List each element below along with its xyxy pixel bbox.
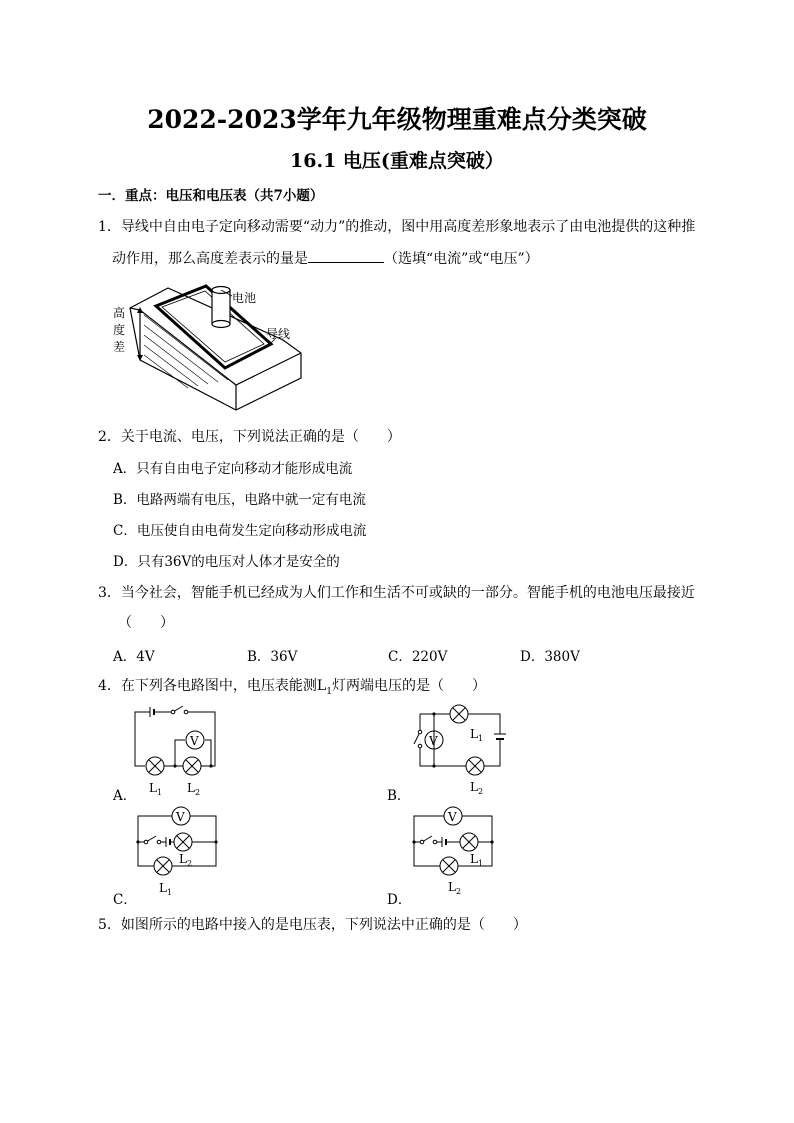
q4-label-d: D． <box>387 892 412 908</box>
q1-line2 <box>112 248 539 268</box>
page-title: 2022-2023学年九年级物理重难点分类突破 <box>147 105 647 134</box>
q4d-lamp1-sub: 1 <box>477 859 484 868</box>
q4c-lamp1-letter: L <box>159 881 167 895</box>
q2-stem: 2．关于电流、电压，下列说法正确的是（ ） <box>98 429 401 445</box>
q4a-meter: V <box>190 734 199 748</box>
q4-stem-sub: 1 <box>326 686 332 697</box>
q4c-lamp2-letter: L <box>179 852 187 866</box>
q5-stem: 5．如图所示的电路中接入的是电压表，下列说法中正确的是（ ） <box>98 917 527 933</box>
q4-circuit-b <box>402 700 522 800</box>
q4c-meter: V <box>176 810 185 824</box>
q4d-meter: V <box>448 810 457 824</box>
q2-option-a: A．只有自由电子定向移动才能形成电流 <box>113 461 353 477</box>
q4d-lamp2 <box>448 880 461 896</box>
q4a-lamp2 <box>187 781 200 797</box>
q4b-lamp1-letter: L <box>470 727 478 741</box>
q4-stem-before: 4．在下列各电路图中，电压表能测L <box>98 678 327 694</box>
q1-line1: 1．导线中自由电子定向移动需要“动力”的推动，图中用高度差形象地表示了由电池提供的这种推 <box>98 219 696 235</box>
q1-battery-label: 电池 <box>232 291 257 305</box>
q4c-lamp2 <box>179 852 192 868</box>
q4b-lamp1-sub: 1 <box>477 734 484 743</box>
q4-label-b: B． <box>387 788 411 804</box>
q3-line1: 3．当今社会，智能手机已经成为人们工作和生活不可或缺的一部分。智能手机的电池电压最接近 <box>98 585 695 601</box>
q3-option-b: B．36V <box>247 649 298 665</box>
q4d-lamp1-letter: L <box>470 852 478 866</box>
q4c-lamp2-sub: 2 <box>186 859 193 868</box>
q2-option-b: B．电路两端有电压，电路中就一定有电流 <box>113 492 366 508</box>
q3-option-d: D．380V <box>520 649 580 665</box>
q1-line2-after: （选填“电流”或“电压”） <box>384 251 539 267</box>
q4d-lamp1 <box>470 852 483 868</box>
q4-stem-after: 灯两端电压的是（ ） <box>331 678 486 694</box>
q4-circuit-d <box>404 800 504 900</box>
q1-answer-blank <box>308 250 384 263</box>
q4d-lamp2-sub: 2 <box>455 887 462 896</box>
q1-height-difference-figure <box>108 280 318 415</box>
q4a-lamp1 <box>149 781 162 797</box>
q4a-lamp2-sub: 2 <box>194 788 201 797</box>
page-subtitle: 16.1 电压(重难点突破） <box>290 150 504 172</box>
q4b-lamp1 <box>470 727 483 743</box>
q1-height-label-1: 高 <box>113 306 126 320</box>
q4a-lamp1-sub: 1 <box>156 788 163 797</box>
q1-wire-label: 导线 <box>266 327 291 341</box>
q4d-lamp2-letter: L <box>448 880 456 894</box>
q4c-lamp1 <box>159 881 172 897</box>
q1-height-label-2: 度 <box>113 323 126 337</box>
q4b-meter: V <box>429 734 438 748</box>
q4a-lamp1-letter: L <box>149 781 157 795</box>
q4-stem <box>98 675 486 697</box>
q4b-lamp2-sub: 2 <box>477 787 484 796</box>
section-heading: 一．重点：电压和电压表（共7小题） <box>98 188 324 204</box>
q4c-lamp1-sub: 1 <box>166 888 173 897</box>
q4-label-a: A． <box>113 788 137 804</box>
q3-option-a: A．4V <box>113 649 155 665</box>
q4a-lamp2-letter: L <box>187 781 195 795</box>
q4-circuit-a <box>125 700 235 800</box>
q4-label-c: C． <box>113 892 137 908</box>
q3-line2: （ ） <box>118 615 174 631</box>
q3-option-c: C．220V <box>388 649 448 665</box>
q4b-lamp2-letter: L <box>470 780 478 794</box>
q1-line2-before: 动作用，那么高度差表示的量是 <box>112 251 308 267</box>
q2-option-d: D．只有36V的电压对人体才是安全的 <box>113 554 340 570</box>
q2-option-c: C．电压使自由电荷发生定向移动形成电流 <box>113 523 367 539</box>
q4-circuit-c <box>128 800 228 900</box>
q1-height-label-3: 差 <box>113 340 126 354</box>
q4b-lamp2 <box>470 780 483 796</box>
